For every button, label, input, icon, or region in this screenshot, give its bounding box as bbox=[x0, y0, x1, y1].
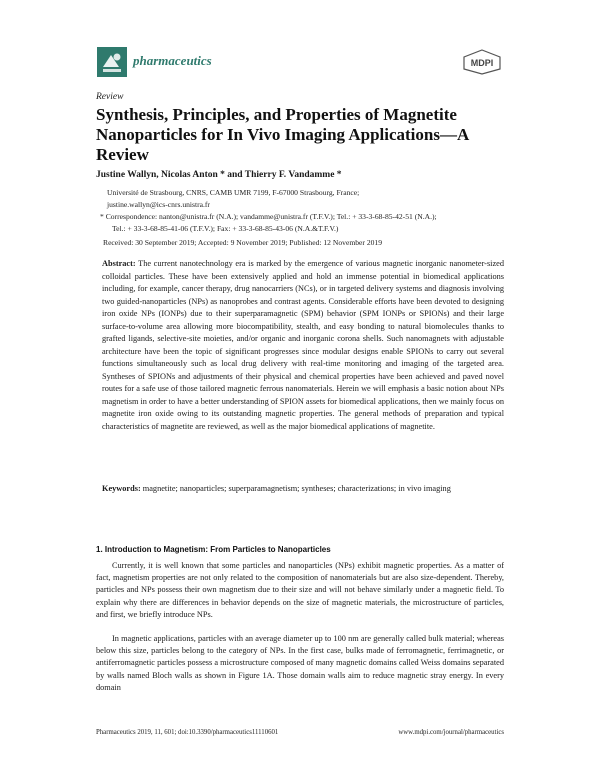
paragraph-text: Currently, it is well known that some particles and nanoparticles (NPs) exhibit magnetic properties. As a matter of fact, magnetism properties are not only related to the composition of nanomaterials but are also size-dependent. Thereby, particles and NPs possess their own magnetism due to their size and will not behave similarly under a magnetic field. To explain why there are differences in behavior depends on the size of magnetic materials, the microstructure of particles, and first, we briefly introduce NPs. bbox=[96, 561, 504, 619]
abstract bbox=[102, 258, 504, 433]
abstract-label: Abstract: bbox=[102, 259, 136, 268]
footer-citation: Pharmaceutics 2019, 11, 601; doi:10.3390/pharmaceutics11110601 bbox=[96, 729, 279, 736]
body-paragraph-2 bbox=[96, 633, 504, 694]
publication-dates: Received: 30 September 2019; Accepted: 9 November 2019; Published: 12 November 2019 bbox=[103, 238, 383, 247]
correspondence-line-2: Tel.: + 33-3-68-85-41-06 (T.F.V.); Fax: + 33-3-68-85-43-06 (N.A.&T.F.V.) bbox=[112, 224, 339, 233]
keywords-label: Keywords: bbox=[102, 484, 141, 493]
body-paragraph-1 bbox=[96, 560, 504, 621]
publisher-name: MDPI bbox=[470, 58, 494, 68]
footer-url[interactable]: www.mdpi.com/journal/pharmaceutics bbox=[398, 729, 504, 736]
paragraph-text: In magnetic applications, particles with an average diameter up to 100 nm are generally called bulk material; whereas below this size, particles belong to the category of NPs. In the first case, bulks made of ferromagnetic, ferrimagnetic, or antiferromagnetic particles possess a microstructure composed of many magnetic domains called Weiss domains separated by walls named Bloch walls as shown in Figure 1A. Those domain walls aim to reduce magnetic stray energy. In every domain bbox=[96, 634, 504, 692]
section-heading: 1. Introduction to Magnetism: From Particles to Nanoparticles bbox=[96, 545, 331, 554]
keywords bbox=[102, 483, 504, 496]
abstract-text: The current nanotechnology era is marked by the emergence of various magnetic inorganic nanometer-sized colloidal particles. These have been extensively applied and hold an immense potential in biomedical applications including, for example, cancer therapy, drug nanocarriers (NCs), or in targeted delivery systems and diagnosis involving two guided-nanoparticles (NPs) as nanoprobes and contrast agents. Considerable efforts have been devoted to designing iron oxide NPs (IONPs) due to their superparamagnetic (SPM) behavior (SPM IONPs or SPIONs) and their large surface-to-volume area allowing more biocompatibility, stealth, and easy bonding to natural biomolecules thanks to grafted ligands, selective-site moieties, and/or organic and inorganic corona shells. Such nanomagnets with adjustable architecture have been the topic of significant progresses since modular designs enable SPIONs to carry out several functions simultaneously such as local drug delivery with real-time monitoring and imaging of the targeted area. Syntheses of SPIONs and adjustments of their physical and chemical properties have been achieved and paved novel routes for a safe use of those tailored magnetic ferrous nanomaterials. Herein we will emphasis a basic notion about NPs magnetism in order to have a better understanding of SPION assets for biomedical applications, then we mainly focus on magnetite iron oxide owing to its outstanding magnetic properties. The general methods of preparation and typical characteristics of magnetite are reviewed, as well as the major biomedical applications of magnetite. bbox=[102, 259, 504, 431]
article-title: Synthesis, Principles, and Properties of Magnetite Nanoparticles for In Vivo Imaging Applications—A Review bbox=[96, 105, 469, 164]
affiliation-email[interactable]: justine.wallyn@ics-cnrs.unistra.fr bbox=[107, 200, 210, 209]
article-type: Review bbox=[96, 92, 124, 102]
journal-logo-icon bbox=[97, 47, 127, 77]
keywords-text: magnetite; nanoparticles; superparamagnetism; syntheses; characterizations; in vivo imaging bbox=[142, 484, 451, 493]
affiliation: Université de Strasbourg, CNRS, CAMB UMR 7199, F-67000 Strasbourg, France; bbox=[107, 188, 360, 197]
journal-name: pharmaceutics bbox=[133, 53, 212, 68]
publisher-logo bbox=[462, 49, 502, 75]
author-list: Justine Wallyn, Nicolas Anton * and Thierry F. Vandamme * bbox=[96, 170, 342, 180]
correspondence-line-1: * Correspondence: nanton@unistra.fr (N.A.); vandamme@unistra.fr (T.F.V.); Tel.: + 33-3-68-85-42-51 (N.A.); bbox=[100, 212, 437, 221]
